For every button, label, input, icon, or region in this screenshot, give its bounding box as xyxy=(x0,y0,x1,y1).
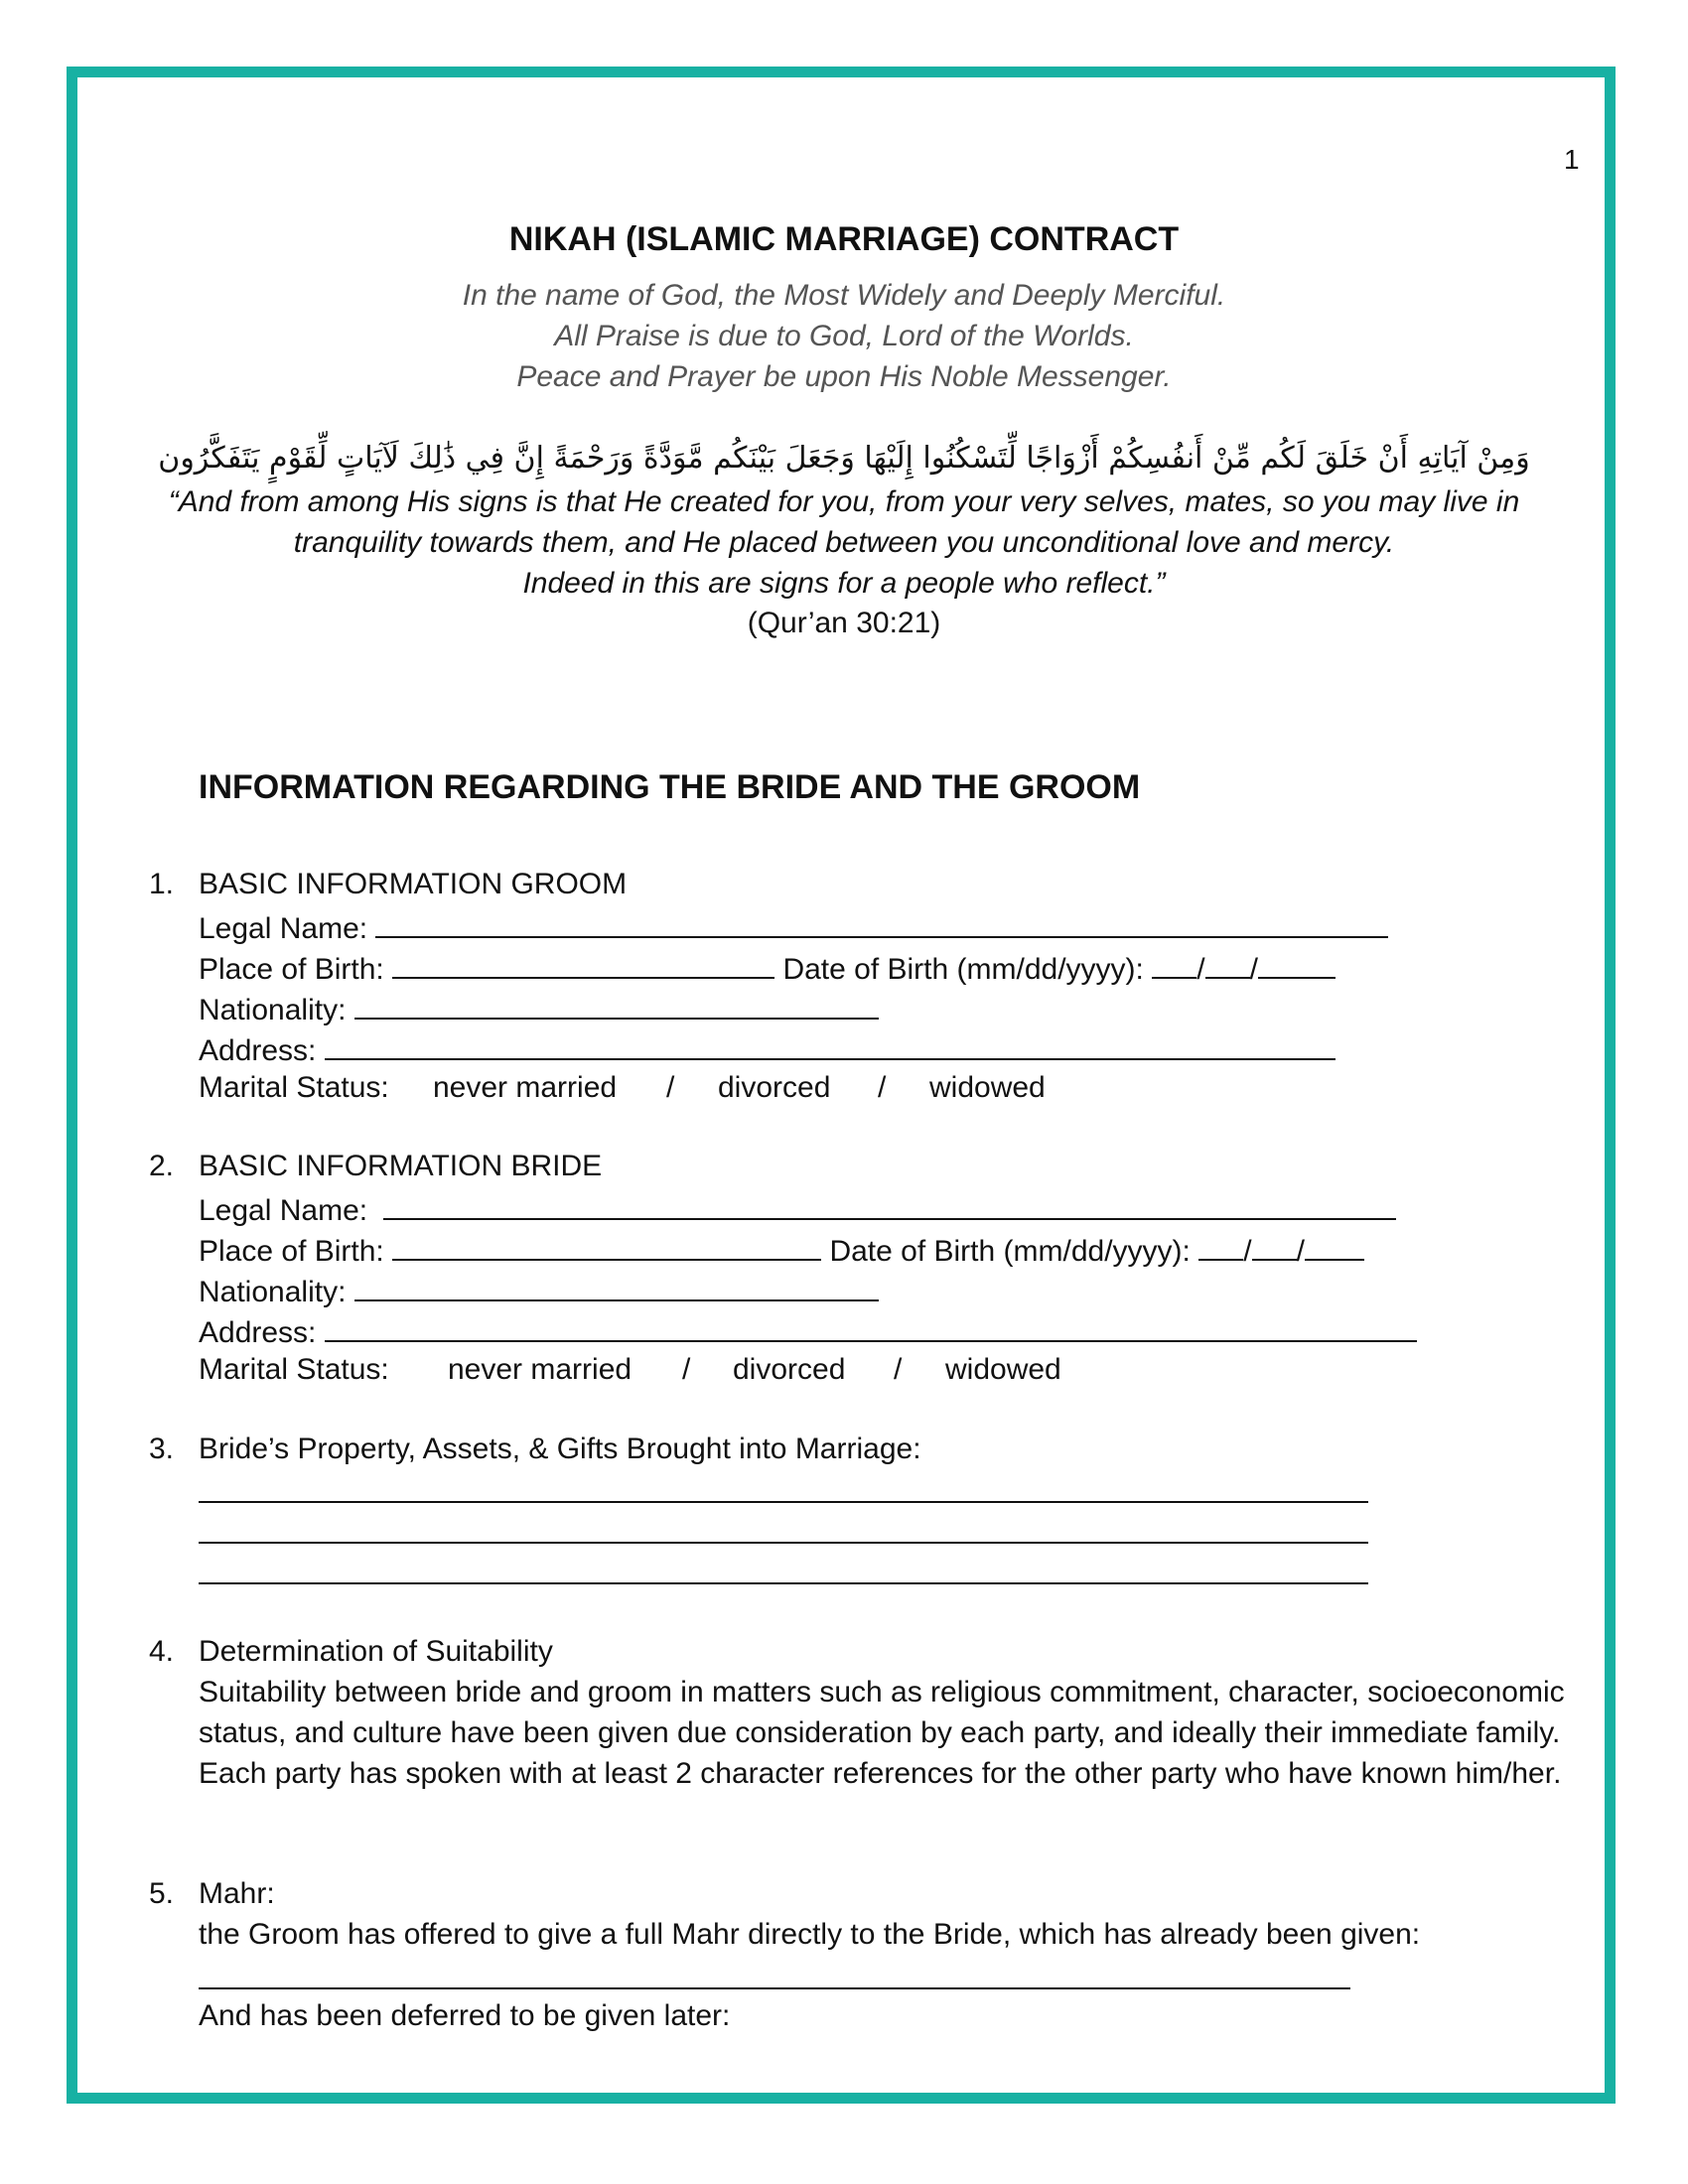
groom-marital-status-label: Marital Status: xyxy=(199,1071,389,1104)
groom-heading: BASIC INFORMATION GROOM xyxy=(199,868,628,900)
verse-translation-line-3: Indeed in this are signs for a people who reflect.” xyxy=(522,567,1166,600)
verse-citation: (Qur’an 30:21) xyxy=(747,607,941,639)
bride-dob-day-field[interactable] xyxy=(1252,1231,1297,1261)
groom-dob-month-field[interactable] xyxy=(1152,949,1196,979)
item-number: 4. xyxy=(149,1635,175,1668)
item-number: 5. xyxy=(149,1877,175,1910)
groom-birth-row: Place of Birth: Date of Birth (mm/dd/yyyy): / / xyxy=(199,949,1336,987)
bride-place-of-birth-field[interactable] xyxy=(392,1231,821,1261)
bride-address-label: Address: xyxy=(199,1316,317,1349)
suitability-paragraph: Suitability between bride and groom in matters such as religious commitment, character, socioeconomic status, and culture have been given due consideration by each party, and ideally their immediate family. Each party has spoken with at least 2 character references for the other party who have known him/her. xyxy=(199,1676,1565,1790)
bride-birth-row: Place of Birth: Date of Birth (mm/dd/yyyy): / / xyxy=(199,1231,1364,1269)
section-heading: INFORMATION REGARDING THE BRIDE AND THE GROOM xyxy=(199,768,1141,806)
blessing-line-2: All Praise is due to God, Lord of the Worlds. xyxy=(554,320,1134,352)
groom-place-of-birth-field[interactable] xyxy=(392,949,774,979)
bride-marital-status-label: Marital Status: xyxy=(199,1353,389,1386)
item-number: 2. xyxy=(149,1150,175,1182)
groom-dob-day-field[interactable] xyxy=(1205,949,1250,979)
groom-nationality-label: Nationality: xyxy=(199,994,347,1026)
mahr-given-field[interactable] xyxy=(199,1987,1350,1989)
groom-option-divorced[interactable]: divorced xyxy=(718,1071,831,1104)
groom-place-of-birth-label: Place of Birth: xyxy=(199,953,384,986)
bride-option-never-married[interactable]: never married xyxy=(448,1353,633,1386)
option-separator: / xyxy=(666,1071,675,1104)
groom-option-widowed[interactable]: widowed xyxy=(929,1071,1046,1104)
bride-nationality-row xyxy=(199,1272,879,1309)
property-heading: Bride’s Property, Assets, & Gifts Brought into Marriage: xyxy=(199,1433,921,1465)
option-separator: / xyxy=(894,1353,903,1386)
item-number: 3. xyxy=(149,1433,175,1465)
bride-legal-name-label: Legal Name: xyxy=(199,1194,368,1227)
mahr-deferred-text: And has been deferred to be given later: xyxy=(199,1999,731,2032)
suitability-heading: Determination of Suitability xyxy=(199,1635,553,1668)
bride-option-widowed[interactable]: widowed xyxy=(945,1353,1061,1386)
bride-option-divorced[interactable]: divorced xyxy=(733,1353,846,1386)
property-line-3[interactable] xyxy=(199,1582,1368,1584)
bride-dob-year-field[interactable] xyxy=(1305,1231,1364,1261)
groom-address-label: Address: xyxy=(199,1034,317,1067)
bride-address-field[interactable] xyxy=(325,1312,1417,1342)
mahr-heading: Mahr: xyxy=(199,1877,275,1910)
groom-date-of-birth-label: Date of Birth (mm/dd/yyyy): xyxy=(782,953,1144,986)
verse-translation-line-1: “And from among His signs is that He created for you, from your very selves, mates, so you may live in xyxy=(168,485,1520,518)
mahr-given-text: the Groom has offered to give a full Mahr directly to the Bride, which has already been given: xyxy=(199,1918,1421,1951)
item-number: 1. xyxy=(149,868,175,900)
bride-heading: BASIC INFORMATION BRIDE xyxy=(199,1150,603,1182)
option-separator: / xyxy=(878,1071,887,1104)
groom-nationality-row xyxy=(199,990,879,1027)
bride-dob-month-field[interactable] xyxy=(1198,1231,1243,1261)
property-line-2[interactable] xyxy=(199,1542,1368,1544)
groom-address-field[interactable] xyxy=(325,1030,1336,1060)
document-title: NIKAH (ISLAMIC MARRIAGE) CONTRACT xyxy=(508,220,1180,258)
groom-option-never-married[interactable]: never married xyxy=(433,1071,618,1104)
groom-legal-name-label: Legal Name: xyxy=(199,912,368,945)
groom-nationality-field[interactable] xyxy=(354,990,879,1020)
option-separator: / xyxy=(682,1353,691,1386)
bride-place-of-birth-label: Place of Birth: xyxy=(199,1235,384,1268)
groom-address-row xyxy=(199,1030,1336,1068)
bride-legal-name-row xyxy=(199,1190,1396,1228)
blessing-line-3: Peace and Prayer be upon His Noble Messenger. xyxy=(516,360,1172,393)
groom-dob-year-field[interactable] xyxy=(1258,949,1336,979)
bride-date-of-birth-label: Date of Birth (mm/dd/yyyy): xyxy=(829,1235,1191,1268)
bride-nationality-field[interactable] xyxy=(354,1272,879,1301)
property-line-1[interactable] xyxy=(199,1501,1368,1503)
page-number: 1 xyxy=(1564,144,1580,175)
groom-legal-name-row xyxy=(199,908,1388,946)
bride-nationality-label: Nationality: xyxy=(199,1276,347,1308)
verse-translation-line-2: tranquility towards them, and He placed between you unconditional love and mercy. xyxy=(293,526,1395,559)
bride-legal-name-field[interactable] xyxy=(383,1190,1396,1220)
groom-legal-name-field[interactable] xyxy=(375,908,1388,938)
blessing-line-1: In the name of God, the Most Widely and Deeply Merciful. xyxy=(462,279,1226,312)
bride-address-row xyxy=(199,1312,1417,1350)
arabic-verse: وَمِنْ آيَاتِهِ أَنْ خَلَقَ لَكُم مِّنْ أَنفُسِكُمْ أَزْوَاجًا لِّتَسْكُنُوا إِلَيْهَا وَجَعَلَ بَيْنَكُم مَّوَدَّةً وَرَحْمَةً إِنَّ فِي ذَٰلِكَ لَآيَاتٍ لِّقَوْمٍ يَتَفَكَّرُون xyxy=(158,441,1530,476)
